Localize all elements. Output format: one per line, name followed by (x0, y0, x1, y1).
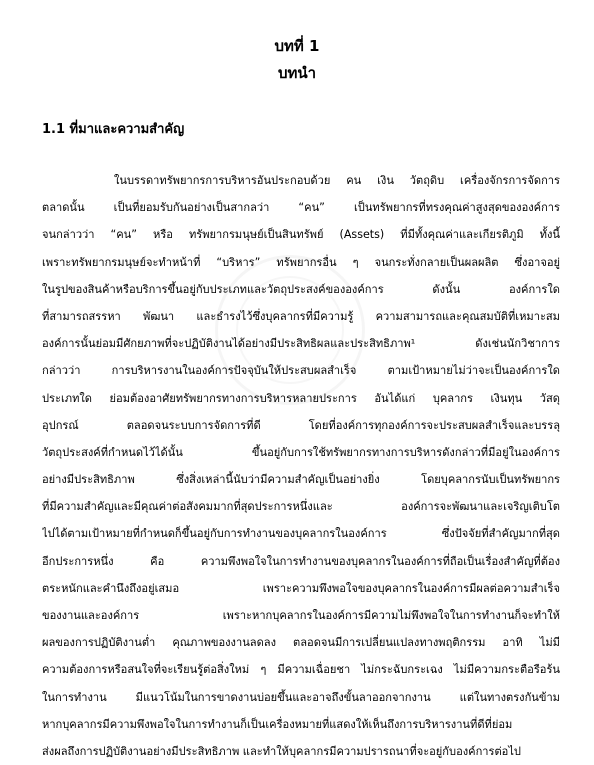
paragraph-line: ที่มีความสำคัญและมีคุณค่าต่อสังคมมากที่สุดประการหนึ่งและ องค์การจะพัฒนาและเจริญเติบโต (42, 500, 560, 514)
paragraph-line: ไปได้ตามเป้าหมายที่กำหนดก็ขึ้นอยู่กับการทำงานของบุคลากรในองค์การ ซึ่งปัจจัยที่สำคัญมากที่สุด (42, 527, 560, 541)
paragraph-line: ความต้องการหรือสนใจที่จะเรียนรู้ต่อสิ่งใหม่ ๆ มีความเฉื่อยชา ไม่กระฉับกระเฉง ไม่มีความกระตือรือร้น (42, 663, 560, 677)
paragraph-line: อุปกรณ์ ตลอดจนระบบการจัดการที่ดี โดยที่องค์การทุกองค์การจะประสบผลสำเร็จและบรรลุ (42, 418, 560, 432)
paragraph-line: ของงานและองค์การ เพราะหากบุคลากรในองค์การมีความไม่พึงพอใจในการทำงานก็จะทำให้ (42, 609, 560, 622)
paragraph-line: กล่าวว่า การบริหารงานในองค์การปัจจุบันให้ประสบผลสำเร็จ ตามเป้าหมายไม่ว่าจะเป็นองค์การใด (42, 364, 560, 378)
paragraph-line: ตลาดนั้น เป็นที่ยอมรับกันอย่างเป็นสากลว่า “คน” เป็นทรัพยากรที่ทรงคุณค่าสูงสุดขององค์การ (42, 201, 560, 215)
paragraph-line: ในรูปของสินค้าหรือบริการขึ้นอยู่กับประเภทและวัตถุประสงค์ขององค์การ ดังนั้น องค์การใด (42, 282, 560, 296)
section-heading: 1.1 ที่มาและความสำคัญ (42, 122, 185, 137)
chapter-number: บทที่ 1 (274, 37, 320, 55)
paragraph-line: ผลของการปฏิบัติงานต่ำ คุณภาพของงานลดลง ตลอดจนมีการเปลี่ยนแปลงทางพฤติกรรม อาทิ ไม่มี (42, 636, 560, 650)
paragraph-line: ส่งผลถึงการปฏิบัติงานอย่างมีประสิทธิภาพ และทำให้บุคลากรมีความปรารถนาที่จะอยู่กับองค์การต่อไป (42, 744, 521, 758)
chapter-title: บทนำ (277, 64, 317, 82)
body-paragraph (42, 167, 560, 765)
paragraph-line: ที่สามารถสรรหา พัฒนา และธำรงไว้ซึ่งบุคลากรที่มีความรู้ ความสามารถและคุณสมบัติที่เหมาะสม (42, 309, 560, 323)
paragraph-line: อย่างมีประสิทธิภาพ ซึ่งสิ่งเหล่านี้นับว่ามีความสำคัญเป็นอย่างยิ่ง โดยบุคลากรนับเป็นทรัพยากร (42, 473, 560, 487)
paragraph-line: ในการทำงาน มีแนวโน้มในการขาดงานบ่อยขึ้นและอาจถึงขั้นลาออกจากงาน แต่ในทางตรงกันข้าม (42, 690, 560, 704)
paragraph-line: อีกประการหนึ่ง คือ ความพึงพอใจในการทำงานของบุคลากรในองค์การที่ถือเป็นเรื่องสำคัญที่ต้อง (42, 554, 560, 568)
paragraph-line: วัตถุประสงค์ที่กำหนดไว้ได้นั้น ขึ้นอยู่กับการใช้ทรัพยากรทางการบริหารดังกล่าวที่มีอยู่ในองค์การ (42, 445, 560, 459)
paragraph-line: ในบรรดาทรัพยากรการบริหารอันประกอบด้วย คน เงิน วัตถุดิบ เครื่องจักรการจัดการ (114, 174, 560, 187)
paragraph-line: หากบุคลากรมีความพึงพอใจในการทำงานก็เป็นเครื่องหมายที่แสดงให้เห็นถึงการบริหารงานที่ดีที่ย่อม (42, 717, 513, 731)
paragraph-line: องค์การนั้นย่อมมีศักยภาพที่จะปฏิบัติงานได้อย่างมีประสิทธิผลและประสิทธิภาพ¹ ดังเช่นนักวิชาการ (42, 337, 560, 351)
paragraph-line: จนกล่าวว่า “คน” หรือ ทรัพยากรมนุษย์เป็นสินทรัพย์ (Assets) ที่มีทั้งคุณค่าและเกียรติภูมิ ทั้งนี้ (42, 228, 560, 242)
paragraph-line: ตระหนักและคำนึงถึงอยู่เสมอ เพราะความพึงพอใจของบุคลากรในองค์การมีผลต่อความสำเร็จ (42, 581, 560, 595)
paragraph-line: เพราะทรัพยากรมนุษย์จะทำหน้าที่ “บริหาร” ทรัพยากรอื่น ๆ จนกระทั่งกลายเป็นผลผลิต ซึ่งอาจอยู่ (42, 255, 560, 269)
paragraph-line: ประเภทใด ย่อมต้องอาศัยทรัพยากรทางการบริหารหลายประการ อันได้แก่ บุคลากร เงินทุน วัสดุ (42, 391, 560, 405)
